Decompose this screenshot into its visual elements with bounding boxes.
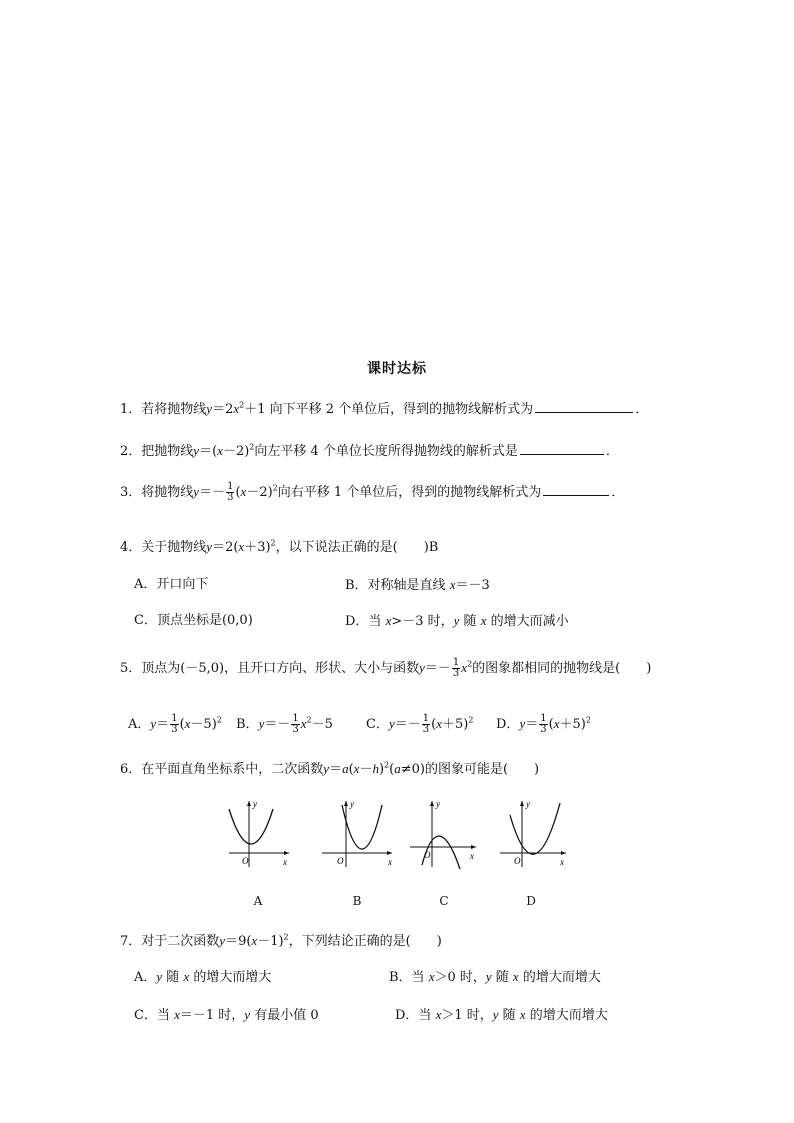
q7-d-cond: ＞1 时， (441, 1008, 493, 1023)
q5-b-var-x: x (300, 716, 307, 731)
q6-minus: － (359, 762, 373, 777)
q3-number: 3． (120, 485, 142, 500)
q7-expr: －1) (257, 934, 284, 949)
q6-var-h: h (372, 761, 379, 776)
q4-d-rest: 的增大而减小 (486, 614, 569, 629)
q5-a-fraction (170, 714, 178, 735)
q5-d-var-y: y (519, 716, 526, 731)
q6-graph-d[interactable] (498, 795, 570, 870)
q6-a-origin: O (242, 856, 249, 866)
q1-var-y: y (206, 401, 213, 416)
q5-a-var-x: x (184, 716, 191, 731)
q5-exponent: 2 (467, 659, 473, 669)
q7-text: 对于二次函数 (141, 934, 220, 949)
q4-d-cond: >－3 时， (391, 614, 454, 629)
q1-answer-blank[interactable] (535, 400, 633, 413)
q5-d-frac-den: 3 (540, 724, 547, 735)
q1-var-x: x (233, 401, 240, 416)
q5-a-eq: ＝ (156, 717, 170, 732)
q4-b-value: ＝－3 (455, 578, 490, 593)
q7-c-cond: ＝－1 时， (179, 1008, 245, 1023)
q6-c-origin: O (424, 850, 431, 860)
q6-d-axis-x: x (560, 857, 564, 867)
q7-option-c[interactable] (134, 1006, 319, 1025)
q7-rest: ，下列结论正确的是( ) (288, 934, 442, 949)
q7-option-a[interactable] (134, 968, 271, 987)
q4-eq: ＝2( (212, 540, 239, 555)
q5-c-exponent: 2 (468, 715, 474, 725)
question-5 (120, 658, 651, 679)
q2-text: 把抛物线 (141, 444, 194, 459)
q7-d-with: 随 (498, 1008, 520, 1023)
q1-end: ． (635, 402, 649, 417)
q4-expr: ＋3) (244, 540, 271, 555)
q5-d-frac-num: 1 (540, 713, 547, 724)
q7-c-var-x: x (174, 1007, 180, 1022)
q6-graph-c[interactable] (408, 795, 480, 870)
q5-b-label: B． (236, 717, 259, 732)
q7-b-cond: ＞0 时， (434, 970, 486, 985)
q7-a-rest: 的增大而增大 (189, 970, 272, 985)
q7-option-b[interactable] (389, 968, 601, 987)
q6-exponent: 2 (384, 760, 390, 770)
q5-option-d[interactable] (496, 714, 591, 735)
q1-exponent: 2 (239, 400, 245, 410)
q3-exponent: 2 (272, 483, 278, 493)
q3-end: ． (611, 485, 625, 500)
q5-eq: ＝－ (424, 661, 451, 676)
q6-graph-b[interactable] (318, 795, 396, 870)
q6-paren: ( (348, 762, 354, 777)
q6-d-origin: O (514, 856, 521, 866)
question-1 (120, 400, 648, 419)
q4-text: 关于抛物线 (141, 540, 207, 555)
q7-a-with: 随 (162, 970, 184, 985)
q5-a-frac-den: 3 (171, 724, 178, 735)
q5-c-expr: ＋5) (441, 717, 469, 732)
q7-a-var-x: x (183, 969, 190, 984)
q5-c-var-x: x (436, 716, 442, 731)
q5-option-a[interactable] (128, 714, 222, 735)
question-2 (120, 442, 619, 461)
q6-label-c: C (439, 894, 449, 908)
q7-d-var-x2: x (519, 1007, 526, 1022)
q6-var-a2: a (394, 761, 401, 776)
q7-var-y: y (219, 933, 226, 948)
q5-rest: 的图象都相同的抛物线是( ) (472, 661, 652, 676)
q6-a-axis-x: x (283, 857, 287, 867)
question-3 (120, 482, 624, 503)
q6-paren2: ( (389, 762, 395, 777)
q5-b-frac-num: 1 (292, 713, 299, 724)
q4-d-var-x2: x (480, 613, 487, 628)
q2-var-y: y (193, 443, 200, 458)
q5-c-var-y: y (388, 716, 395, 731)
q4-option-b[interactable] (345, 576, 490, 595)
q7-b-var-y: y (485, 969, 492, 984)
q6-rest: ≠0)的图象可能是( ) (400, 762, 540, 777)
q6-c-axis-y: y (436, 799, 440, 809)
q6-var-y: y (323, 761, 330, 776)
q2-end: ． (605, 444, 619, 459)
q2-rest: 向左平移 4 个单位长度所得抛物线的解析式是 (254, 444, 518, 459)
q4-number: 4． (120, 540, 142, 555)
q5-d-exponent: 2 (585, 715, 591, 725)
q3-text: 将抛物线 (141, 485, 194, 500)
q5-c-eq: ＝－ (394, 717, 421, 732)
q6-label-d: D (526, 894, 536, 908)
q7-d-var-y: y (492, 1007, 499, 1022)
q6-eq: ＝ (329, 762, 343, 777)
q5-var-y: y (419, 660, 425, 675)
q7-b-var-x2: x (512, 969, 519, 984)
q4-rest: ，以下说法正确的是( )B (275, 540, 439, 555)
q2-exponent: 2 (249, 442, 255, 452)
q7-eq: ＝9( (225, 934, 252, 949)
q2-eq: ＝( (199, 444, 218, 459)
question-7 (120, 932, 442, 951)
question-6 (120, 760, 539, 779)
q5-c-fraction (422, 714, 430, 735)
q1-rest: ＋1 向下平移 2 个单位后，得到的抛物线解析式为 (244, 402, 534, 417)
q5-b-eq: ＝－ (264, 717, 291, 732)
q6-label-a: A (253, 894, 263, 908)
q5-a-frac-num: 1 (171, 713, 178, 724)
q5-a-exponent: 2 (216, 715, 222, 725)
q7-c-var-y: y (244, 1007, 251, 1022)
q4-b-var-x: x (449, 577, 456, 592)
q5-number: 5． (120, 661, 142, 676)
q4-var-y: y (206, 539, 213, 554)
q5-frac-num: 1 (452, 657, 460, 668)
q1-text: 若将抛物线 (141, 402, 207, 417)
q5-c-frac-den: 3 (422, 724, 430, 735)
q3-rest: 向右平移 1 个单位后，得到的抛物线解析式为 (277, 485, 542, 500)
q7-var-x: x (251, 933, 258, 948)
q5-option-b[interactable] (236, 714, 333, 735)
q5-b-frac-den: 3 (292, 724, 299, 735)
q4-var-x: x (238, 539, 245, 554)
q6-d-axis-y: y (526, 799, 530, 809)
q4-option-c[interactable]: C．顶点坐标是(0,0) (134, 613, 253, 628)
q6-var-x: x (353, 761, 360, 776)
q4-option-d[interactable] (345, 612, 569, 631)
q7-number: 7． (120, 934, 142, 949)
q3-expr: －2) (246, 485, 273, 500)
q5-d-paren: ( (548, 717, 554, 732)
q2-number: 2． (120, 444, 142, 459)
q7-b-label: B．当 (389, 970, 429, 985)
q5-d-label: D． (496, 717, 520, 732)
q5-text: 顶点为(－5,0)，且开口方向、形状、大小与函数 (141, 661, 420, 676)
q4-option-a[interactable]: A．开口向下 (134, 577, 209, 592)
q3-paren: ( (235, 485, 241, 500)
q3-frac-num: 1 (227, 481, 234, 492)
q5-c-label: C． (366, 717, 389, 732)
q4-exponent: 2 (270, 538, 276, 548)
q3-fraction (226, 482, 234, 503)
q5-a-expr: －5) (190, 717, 217, 732)
q2-answer-blank[interactable] (520, 442, 604, 455)
q5-d-fraction (539, 714, 547, 735)
q6-b-origin: O (337, 856, 344, 866)
q6-text: 在平面直角坐标系中，二次函数 (141, 762, 324, 777)
q7-d-var-x: x (435, 1007, 442, 1022)
q5-b-exponent: 2 (306, 715, 312, 725)
q4-d-with: 随 (459, 614, 481, 629)
q6-a-axis-y: y (253, 799, 257, 809)
q2-var-x: x (217, 443, 223, 458)
q7-c-label: C．当 (134, 1008, 175, 1023)
q6-close: ) (378, 762, 385, 777)
q5-a-var-y: y (150, 716, 157, 731)
q6-label-b: B (352, 894, 362, 908)
q5-b-fraction (291, 714, 299, 735)
q5-b-expr: －5 (311, 717, 333, 732)
question-4 (120, 538, 438, 557)
q5-c-paren: ( (431, 717, 437, 732)
q6-var-a: a (342, 761, 349, 776)
q7-d-label: D．当 (395, 1008, 436, 1023)
q6-c-axis-x: x (470, 851, 474, 861)
q4-d-var-y: y (453, 613, 460, 628)
q4-d-var-x: x (385, 613, 392, 628)
q6-b-axis-y: y (350, 799, 354, 809)
q3-eq: ＝－ (199, 485, 226, 500)
q7-option-d[interactable] (395, 1006, 608, 1025)
q5-fraction (452, 658, 460, 679)
q6-graph-a[interactable] (225, 795, 295, 870)
q5-var-x: x (461, 660, 468, 675)
q3-answer-blank[interactable] (543, 483, 609, 496)
q7-c-rest: 有最小值 0 (250, 1008, 319, 1023)
q3-var-x: x (240, 484, 247, 499)
q3-var-y: y (193, 484, 200, 499)
q1-number: 1． (120, 402, 142, 417)
q7-b-var-x: x (428, 969, 435, 984)
q5-d-expr: ＋5) (559, 717, 586, 732)
page-title: 课时达标 (367, 361, 427, 377)
q5-d-var-x: x (553, 716, 560, 731)
q7-b-with: 随 (491, 970, 513, 985)
q5-a-label: A． (128, 717, 151, 732)
q5-c-frac-num: 1 (422, 713, 430, 724)
q5-d-eq: ＝ (525, 717, 539, 732)
q7-exponent: 2 (283, 932, 289, 942)
q5-option-c[interactable] (366, 714, 473, 735)
q7-d-rest: 的增大而增大 (525, 1008, 608, 1023)
q6-number: 6． (120, 762, 142, 777)
q6-b-axis-x: x (388, 857, 392, 867)
q7-a-label: A． (134, 970, 157, 985)
q4-b-text: B．对称轴是直线 (345, 578, 450, 593)
q5-a-paren: ( (179, 717, 185, 732)
q2-expr: －2) (222, 444, 250, 459)
q7-a-var-y: y (156, 969, 163, 984)
q7-b-rest: 的增大而增大 (518, 970, 601, 985)
q1-eq: ＝2 (212, 402, 234, 417)
q3-frac-den: 3 (227, 492, 234, 503)
q5-b-var-y: y (258, 716, 265, 731)
q4-d-text: D．当 (345, 614, 386, 629)
q5-frac-den: 3 (452, 668, 460, 679)
